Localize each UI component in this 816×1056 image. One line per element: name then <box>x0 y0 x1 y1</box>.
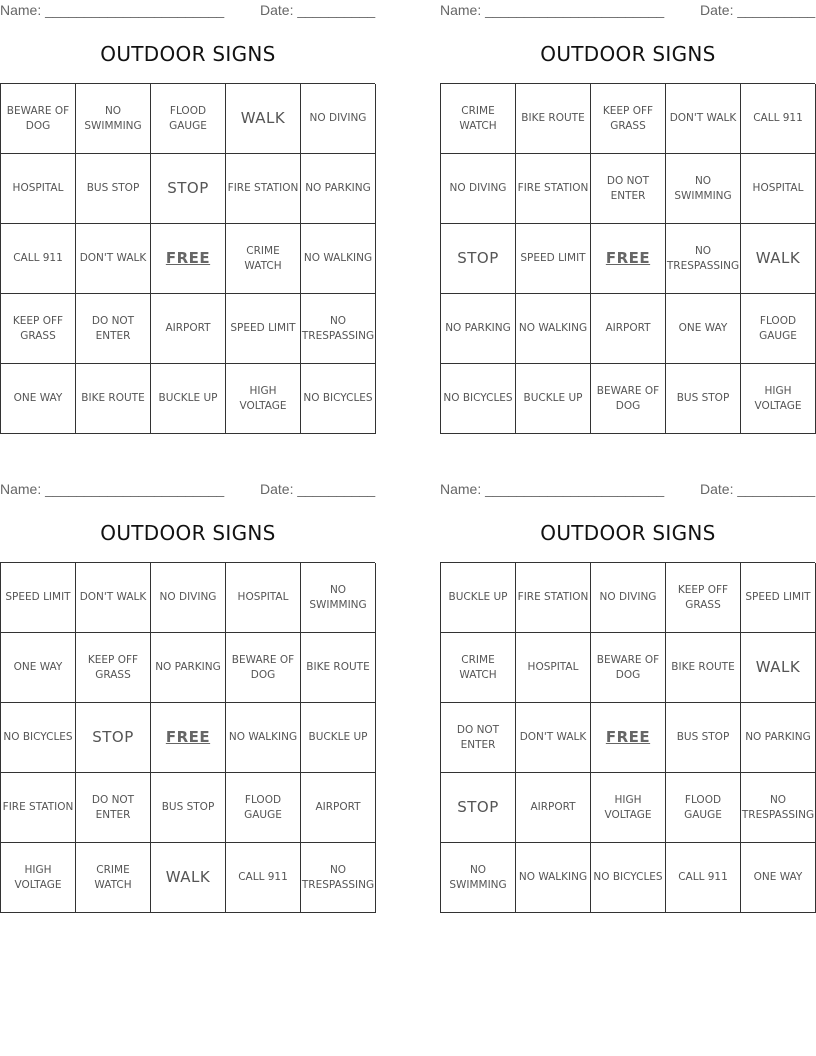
bingo-cell: DON'T WALK <box>76 563 151 633</box>
bingo-cell: NO WALKING <box>516 843 591 913</box>
bingo-cell: CRIME WATCH <box>76 843 151 913</box>
bingo-cell: CRIME WATCH <box>226 224 301 294</box>
bingo-cell: CRIME WATCH <box>441 633 516 703</box>
bingo-cell: KEEP OFF GRASS <box>1 294 76 364</box>
name-field-label: Name: _______________________ <box>440 481 665 497</box>
bingo-cell: CALL 911 <box>741 84 816 154</box>
bingo-cell: DON'T WALK <box>516 703 591 773</box>
bingo-cell: BUCKLE UP <box>516 364 591 434</box>
bingo-cell: HIGH VOLTAGE <box>741 364 816 434</box>
bingo-cell: FLOOD GAUGE <box>226 773 301 843</box>
free-space-cell: FREE <box>591 224 666 294</box>
bingo-cell: NO SWIMMING <box>441 843 516 913</box>
bingo-cell: NO PARKING <box>151 633 226 703</box>
bingo-cell: KEEP OFF GRASS <box>666 563 741 633</box>
bingo-cell: BIKE ROUTE <box>516 84 591 154</box>
bingo-cell: FLOOD GAUGE <box>151 84 226 154</box>
bingo-cell: ONE WAY <box>1 633 76 703</box>
bingo-cell: CALL 911 <box>226 843 301 913</box>
bingo-cell: HIGH VOLTAGE <box>1 843 76 913</box>
bingo-cell: DO NOT ENTER <box>76 294 151 364</box>
bingo-cell: NO DIVING <box>441 154 516 224</box>
bingo-cell: WALK <box>741 633 816 703</box>
bingo-cell: HIGH VOLTAGE <box>226 364 301 434</box>
bingo-cell: NO TRESPASSING <box>666 224 741 294</box>
bingo-cell: WALK <box>741 224 816 294</box>
bingo-grid <box>440 562 815 913</box>
bingo-cell: BEWARE OF DOG <box>591 633 666 703</box>
bingo-cell: DO NOT ENTER <box>441 703 516 773</box>
bingo-cell: ONE WAY <box>1 364 76 434</box>
bingo-cell: BUS STOP <box>151 773 226 843</box>
bingo-cell: HOSPITAL <box>1 154 76 224</box>
bingo-cell: WALK <box>226 84 301 154</box>
free-space-cell: FREE <box>151 224 226 294</box>
bingo-cell: DON'T WALK <box>76 224 151 294</box>
bingo-cell: BIKE ROUTE <box>666 633 741 703</box>
bingo-cell: CALL 911 <box>666 843 741 913</box>
date-field-label: Date: __________ <box>260 2 376 18</box>
bingo-grid <box>0 562 375 913</box>
bingo-cell: CALL 911 <box>1 224 76 294</box>
bingo-cell: ONE WAY <box>666 294 741 364</box>
bingo-cell: FLOOD GAUGE <box>741 294 816 364</box>
bingo-cell: AIRPORT <box>151 294 226 364</box>
bingo-cell: DO NOT ENTER <box>76 773 151 843</box>
bingo-cell: FLOOD GAUGE <box>666 773 741 843</box>
bingo-cell: STOP <box>151 154 226 224</box>
bingo-cell: BUS STOP <box>666 703 741 773</box>
bingo-cell: NO DIVING <box>151 563 226 633</box>
bingo-cell: NO DIVING <box>591 563 666 633</box>
bingo-cell: BUCKLE UP <box>441 563 516 633</box>
bingo-cell: NO TRESPASSING <box>741 773 816 843</box>
bingo-grid <box>440 83 815 434</box>
bingo-cell: ONE WAY <box>741 843 816 913</box>
card-title: OUTDOOR SIGNS <box>100 521 276 545</box>
bingo-cell: SPEED LIMIT <box>1 563 76 633</box>
bingo-cell: NO SWIMMING <box>301 563 376 633</box>
card-title: OUTDOOR SIGNS <box>540 42 716 66</box>
bingo-cell: SPEED LIMIT <box>516 224 591 294</box>
bingo-cell: BUCKLE UP <box>151 364 226 434</box>
bingo-cell: NO BICYCLES <box>591 843 666 913</box>
bingo-cell: STOP <box>441 224 516 294</box>
bingo-cell: FIRE STATION <box>516 563 591 633</box>
bingo-cell: DON'T WALK <box>666 84 741 154</box>
bingo-cell: BUCKLE UP <box>301 703 376 773</box>
bingo-cell: BIKE ROUTE <box>76 364 151 434</box>
bingo-cell: NO TRESPASSING <box>301 294 376 364</box>
bingo-cell: KEEP OFF GRASS <box>591 84 666 154</box>
bingo-cell: NO WALKING <box>516 294 591 364</box>
bingo-cell: SPEED LIMIT <box>741 563 816 633</box>
bingo-cell: NO BICYCLES <box>1 703 76 773</box>
bingo-cell: SPEED LIMIT <box>226 294 301 364</box>
bingo-cell: NO PARKING <box>741 703 816 773</box>
card-title: OUTDOOR SIGNS <box>540 521 716 545</box>
name-date-row <box>440 479 816 501</box>
bingo-cell: BUS STOP <box>76 154 151 224</box>
bingo-cell: AIRPORT <box>591 294 666 364</box>
bingo-cell: NO TRESPASSING <box>301 843 376 913</box>
bingo-cell: STOP <box>76 703 151 773</box>
bingo-cell: DO NOT ENTER <box>591 154 666 224</box>
bingo-cell: AIRPORT <box>516 773 591 843</box>
bingo-cell: CRIME WATCH <box>441 84 516 154</box>
bingo-cell: FIRE STATION <box>516 154 591 224</box>
name-date-row <box>440 0 816 22</box>
bingo-cell: FIRE STATION <box>226 154 301 224</box>
bingo-cell: NO BICYCLES <box>441 364 516 434</box>
bingo-cell: NO WALKING <box>226 703 301 773</box>
bingo-cell: NO SWIMMING <box>76 84 151 154</box>
bingo-cell: BEWARE OF DOG <box>1 84 76 154</box>
name-field-label: Name: _______________________ <box>0 481 225 497</box>
bingo-cell: NO PARKING <box>301 154 376 224</box>
date-field-label: Date: __________ <box>700 481 816 497</box>
bingo-cell: NO DIVING <box>301 84 376 154</box>
bingo-cell: HIGH VOLTAGE <box>591 773 666 843</box>
bingo-cell: WALK <box>151 843 226 913</box>
bingo-cell: NO PARKING <box>441 294 516 364</box>
bingo-cell: NO BICYCLES <box>301 364 376 434</box>
free-space-cell: FREE <box>591 703 666 773</box>
name-date-row <box>0 0 376 22</box>
bingo-cell: BEWARE OF DOG <box>226 633 301 703</box>
bingo-cell: STOP <box>441 773 516 843</box>
bingo-grid <box>0 83 375 434</box>
bingo-cell: FIRE STATION <box>1 773 76 843</box>
name-date-row <box>0 479 376 501</box>
bingo-cell: NO SWIMMING <box>666 154 741 224</box>
bingo-cell: BIKE ROUTE <box>301 633 376 703</box>
bingo-cell: NO WALKING <box>301 224 376 294</box>
date-field-label: Date: __________ <box>260 481 376 497</box>
bingo-cell: HOSPITAL <box>226 563 301 633</box>
date-field-label: Date: __________ <box>700 2 816 18</box>
bingo-cell: BEWARE OF DOG <box>591 364 666 434</box>
name-field-label: Name: _______________________ <box>0 2 225 18</box>
bingo-cell: HOSPITAL <box>741 154 816 224</box>
bingo-cell: AIRPORT <box>301 773 376 843</box>
bingo-cell: HOSPITAL <box>516 633 591 703</box>
bingo-cell: KEEP OFF GRASS <box>76 633 151 703</box>
name-field-label: Name: _______________________ <box>440 2 665 18</box>
card-title: OUTDOOR SIGNS <box>100 42 276 66</box>
bingo-cell: BUS STOP <box>666 364 741 434</box>
free-space-cell: FREE <box>151 703 226 773</box>
